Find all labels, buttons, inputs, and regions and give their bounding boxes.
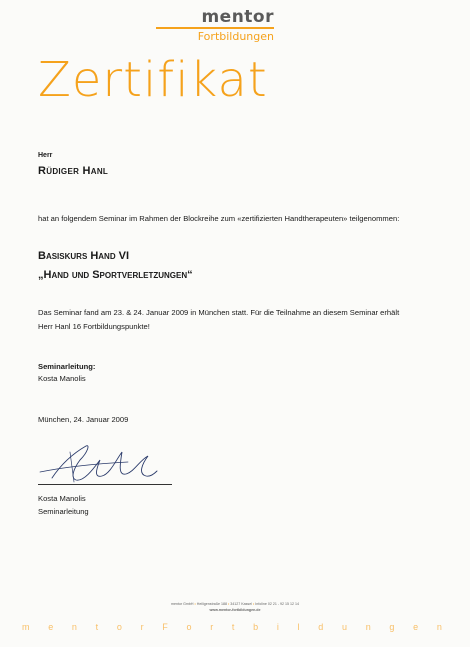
handwritten-signature <box>30 438 160 490</box>
intro-text: hat an folgendem Seminar im Rahmen der Blockreihe zum «zertifizierten Handtherapeuten» teilgenommen: <box>38 214 400 223</box>
footer-letter: F <box>162 622 168 632</box>
mentor-logo <box>156 8 274 43</box>
footer-letter: o <box>116 622 122 632</box>
footer-letter: i <box>276 622 279 632</box>
signatory-name: Kosta Manolis <box>38 494 86 503</box>
footer-letter: g <box>389 622 395 632</box>
logo-brand: mentor <box>201 7 274 27</box>
footer-letter: d <box>318 622 324 632</box>
footer-letter: e <box>48 622 54 632</box>
logo-subtitle: Fortbildungen <box>197 29 274 43</box>
footer-letter: b <box>253 622 259 632</box>
footer-bullet: • <box>227 602 231 606</box>
footer-bullet: • <box>194 602 197 606</box>
footer-street: Heiligenstraße 188 <box>196 602 227 606</box>
footer-website: www.mentor-fortbildungen.de <box>209 608 261 612</box>
details-line-2: Herr Hanl 16 Fortbildungspunkte! <box>38 322 150 331</box>
footer-letter: u <box>341 622 347 632</box>
leadership-label: Seminarleitung: <box>38 362 96 371</box>
footer-letter: e <box>413 622 419 632</box>
footer-contact <box>0 602 470 607</box>
footer-city: 34127 Kassel <box>230 602 253 606</box>
footer-letter: m <box>22 622 30 632</box>
footer-letter: t <box>95 622 99 632</box>
footer-phone: Infoline 02 21 - 92 15 12 14 <box>255 602 300 606</box>
footer-letter: o <box>186 622 192 632</box>
footer-letter: n <box>365 622 371 632</box>
footer-letter: n <box>71 622 77 632</box>
footer-letter: r <box>210 622 214 632</box>
recipient-name: Rüdiger Hanl <box>38 165 109 177</box>
course-title: Basiskurs Hand VI <box>38 250 130 262</box>
place-date: München, 24. Januar 2009 <box>38 415 129 424</box>
footer-spaced-brand <box>22 621 442 633</box>
footer-letter: r <box>140 622 144 632</box>
signatory-role: Seminarleitung <box>38 507 89 516</box>
footer-letter: l <box>297 622 300 632</box>
footer-company: mentor GmbH <box>170 602 194 606</box>
salutation: Herr <box>38 152 53 159</box>
certificate-title: Zertifikat <box>38 52 268 108</box>
logo-rule <box>156 27 274 29</box>
footer-letter: t <box>231 622 235 632</box>
footer-bullet: • <box>253 602 256 606</box>
course-subtitle: „Hand und Sportverletzungen“ <box>38 269 193 281</box>
signature-line <box>38 484 172 485</box>
footer-letter: n <box>436 622 442 632</box>
details-line-1: Das Seminar fand am 23. & 24. Januar 2009 in München statt. Für die Teilnahme an diesem Seminar erhält <box>38 308 400 317</box>
leadership-name: Kosta Manolis <box>38 374 86 383</box>
